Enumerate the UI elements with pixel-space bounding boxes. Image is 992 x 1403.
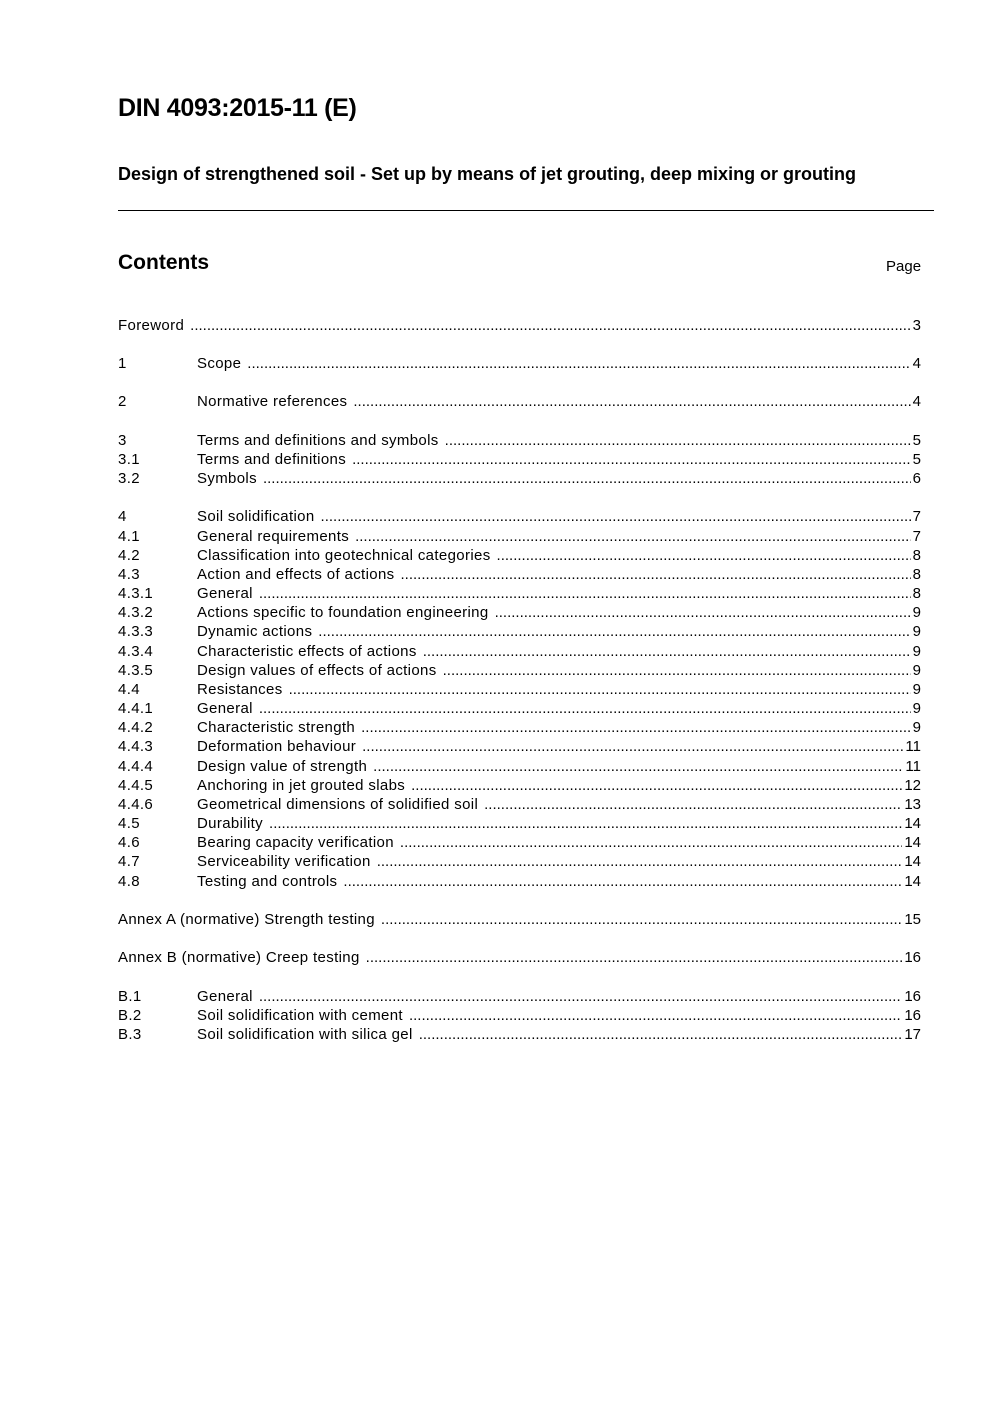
- toc-entry-page: 3: [912, 317, 921, 334]
- toc-entry[interactable]: [118, 565, 921, 584]
- toc-entry[interactable]: [118, 527, 921, 546]
- toc-entry[interactable]: [118, 431, 921, 450]
- toc-entry-title: Design values of effects of actions: [197, 662, 437, 679]
- toc-entry-page: 16: [904, 1007, 921, 1024]
- toc-entry-page: 7: [912, 528, 921, 545]
- dot-leader: [495, 603, 911, 622]
- toc-entry[interactable]: [118, 1006, 921, 1025]
- toc-entry-page: 17: [904, 1026, 921, 1043]
- toc-entry[interactable]: [118, 852, 921, 871]
- toc-entry-page: 9: [912, 662, 921, 679]
- toc-entry-number: 4.7: [118, 853, 140, 870]
- toc-entry-page: 16: [904, 988, 921, 1005]
- toc-entry-title: General: [197, 585, 253, 602]
- toc-entry[interactable]: [118, 622, 921, 641]
- toc-entry-number: 4: [118, 508, 127, 525]
- dot-leader: [377, 852, 903, 871]
- dot-leader: [411, 776, 902, 795]
- toc-entry-number: 4.4.6: [118, 796, 154, 813]
- dot-leader: [366, 948, 903, 967]
- dot-leader: [355, 527, 911, 546]
- dot-leader: [190, 316, 911, 335]
- toc-entry-title: Annex B (normative) Creep testing: [118, 949, 360, 966]
- toc-entry[interactable]: [118, 776, 921, 795]
- toc-entry-title: Design value of strength: [197, 758, 368, 775]
- toc-entry[interactable]: [118, 603, 921, 622]
- toc-entry-title: Serviceability verification: [197, 853, 371, 870]
- toc-entry-title: Anchoring in jet grouted slabs: [197, 777, 406, 794]
- toc-entry[interactable]: [118, 872, 921, 891]
- dot-leader: [343, 872, 902, 891]
- dot-leader: [419, 1025, 903, 1044]
- dot-leader: [443, 661, 911, 680]
- toc-entry-title: Soil solidification with cement: [197, 1007, 403, 1024]
- toc-entry-title: Classification into geotechnical categories: [197, 547, 491, 564]
- dot-leader: [259, 584, 911, 603]
- toc-entry-page: 7: [912, 508, 921, 525]
- toc-entry-page: 14: [904, 834, 921, 851]
- toc-entry-number: 4.1: [118, 528, 140, 545]
- toc-entry-title: General: [197, 700, 253, 717]
- toc-entry-title: Action and effects of actions: [197, 566, 395, 583]
- dot-leader: [361, 718, 911, 737]
- toc-entry-number: B.2: [118, 1007, 142, 1024]
- toc-entry-title: General requirements: [197, 528, 350, 545]
- toc-entry[interactable]: [118, 354, 921, 373]
- toc-entry-page: 11: [905, 738, 921, 755]
- toc-entry-number: 4.3.1: [118, 585, 154, 602]
- toc-entry[interactable]: [118, 833, 921, 852]
- toc-entry-page: 8: [912, 547, 921, 564]
- toc-entry-page: 14: [904, 873, 921, 890]
- toc-entry-title: Characteristic strength: [197, 719, 356, 736]
- toc-entry-number: 3.2: [118, 470, 140, 487]
- toc-entry-title: Terms and definitions and symbols: [197, 432, 439, 449]
- toc-entry-title: Deformation behaviour: [197, 738, 357, 755]
- toc-entry-number: 4.4.5: [118, 777, 154, 794]
- toc-entry-page: 12: [904, 777, 921, 794]
- toc-entry-page: 4: [912, 355, 921, 372]
- toc-entry-page: 4: [912, 393, 921, 410]
- dot-leader: [381, 910, 902, 929]
- toc-entry[interactable]: [118, 699, 921, 718]
- dot-leader: [353, 392, 910, 411]
- toc-entry-number: 3.1: [118, 451, 140, 468]
- contents-heading: Contents: [118, 251, 209, 274]
- toc-entry[interactable]: [118, 910, 921, 929]
- toc-entry-number: 3: [118, 432, 127, 449]
- toc-entry[interactable]: [118, 584, 921, 603]
- toc-entry-number: 4.5: [118, 815, 140, 832]
- toc-entry-number: 4.6: [118, 834, 140, 851]
- dot-leader: [259, 987, 902, 1006]
- toc-entry[interactable]: [118, 661, 921, 680]
- document-id: DIN 4093:2015-11 (E): [118, 94, 357, 122]
- toc-entry[interactable]: [118, 757, 921, 776]
- toc-entry-title: Soil solidification: [197, 508, 315, 525]
- toc-entry[interactable]: [118, 642, 921, 661]
- toc-entry-number: 4.4: [118, 681, 140, 698]
- toc-entry-number: 4.3: [118, 566, 140, 583]
- dot-leader: [497, 546, 911, 565]
- toc-entry-number: 1: [118, 355, 127, 372]
- toc-entry-page: 8: [912, 566, 921, 583]
- toc-entry[interactable]: [118, 450, 921, 469]
- document-title: Design of strengthened soil - Set up by means of jet grouting, deep mixing or grouting: [118, 164, 857, 184]
- toc-entry[interactable]: [118, 680, 921, 699]
- toc-entry[interactable]: [118, 392, 921, 411]
- toc-entry-page: 6: [912, 470, 921, 487]
- dot-leader: [263, 469, 911, 488]
- toc-entry-page: 14: [904, 815, 921, 832]
- toc-entry-page: 13: [904, 796, 921, 813]
- dot-leader: [289, 680, 911, 699]
- dot-leader: [352, 450, 911, 469]
- dot-leader: [362, 737, 903, 756]
- toc-entry-page: 5: [912, 432, 921, 449]
- toc-entry-title: Dynamic actions: [197, 623, 313, 640]
- toc-entry[interactable]: [118, 987, 921, 1006]
- toc-entry-title: Geometrical dimensions of solidified soil: [197, 796, 479, 813]
- toc-entry-title: Durability: [197, 815, 264, 832]
- toc-entry-number: B.1: [118, 988, 142, 1005]
- toc-entry-title: Annex A (normative) Strength testing: [118, 911, 375, 928]
- toc-entry-title: Symbols: [197, 470, 257, 487]
- dot-leader: [321, 507, 911, 526]
- toc-entry-number: 4.4.3: [118, 738, 154, 755]
- toc-entry-title: Bearing capacity verification: [197, 834, 394, 851]
- dot-leader: [259, 699, 911, 718]
- toc-entry-number: 4.2: [118, 547, 140, 564]
- toc-entry-title: Characteristic effects of actions: [197, 643, 417, 660]
- toc-entry[interactable]: [118, 507, 921, 526]
- dot-leader: [423, 642, 911, 661]
- toc-entry[interactable]: [118, 316, 921, 335]
- toc-entry-title: Testing and controls: [197, 873, 338, 890]
- toc-entry-page: 9: [912, 719, 921, 736]
- toc-entry-page: 11: [905, 758, 921, 775]
- toc-entry-number: 4.4.4: [118, 758, 154, 775]
- toc-entry-number: 4.3.5: [118, 662, 154, 679]
- dot-leader: [318, 622, 910, 641]
- toc-entry-page: 9: [912, 681, 921, 698]
- toc-entry-page: 14: [904, 853, 921, 870]
- toc-entry-title: Actions specific to foundation engineering: [197, 604, 489, 621]
- toc-entry-title: General: [197, 988, 253, 1005]
- toc-entry-title: Normative references: [197, 393, 348, 410]
- toc-entry-number: 4.4.2: [118, 719, 154, 736]
- toc-entry[interactable]: [118, 546, 921, 565]
- toc-entry[interactable]: [118, 737, 921, 756]
- toc-entry-page: 9: [912, 623, 921, 640]
- toc-entry[interactable]: [118, 1025, 921, 1044]
- toc-entry-page: 5: [912, 451, 921, 468]
- dot-leader: [247, 354, 910, 373]
- toc-entry-page: 16: [904, 949, 921, 966]
- toc-entry-number: 4.3.3: [118, 623, 154, 640]
- toc-entry-title: Resistances: [197, 681, 283, 698]
- toc-entry[interactable]: [118, 948, 921, 967]
- toc-entry-title: Terms and definitions: [197, 451, 347, 468]
- toc-entry[interactable]: [118, 718, 921, 737]
- toc-entry-page: 15: [904, 911, 921, 928]
- dot-leader: [401, 565, 911, 584]
- dot-leader: [409, 1006, 902, 1025]
- page-column-label: Page: [886, 258, 922, 275]
- toc-entry-number: 4.3.4: [118, 643, 154, 660]
- toc-entry-page: 9: [912, 700, 921, 717]
- toc-entry[interactable]: [118, 795, 921, 814]
- table-of-contents: [118, 0, 921, 1403]
- dot-leader: [269, 814, 902, 833]
- toc-entry-title: Soil solidification with silica gel: [197, 1026, 413, 1043]
- toc-entry-number: 4.8: [118, 873, 140, 890]
- toc-entry-number: 4.3.2: [118, 604, 154, 621]
- toc-entry-title: Foreword: [118, 317, 185, 334]
- toc-entry-page: 9: [912, 643, 921, 660]
- toc-entry[interactable]: [118, 469, 921, 488]
- toc-entry-number: B.3: [118, 1026, 142, 1043]
- dot-leader: [400, 833, 902, 852]
- toc-entry-page: 9: [912, 604, 921, 621]
- dot-leader: [484, 795, 902, 814]
- dot-leader: [373, 757, 903, 776]
- toc-entry-number: 2: [118, 393, 127, 410]
- toc-entry-page: 8: [912, 585, 921, 602]
- dot-leader: [445, 431, 911, 450]
- toc-entry[interactable]: [118, 814, 921, 833]
- toc-entry-number: 4.4.1: [118, 700, 154, 717]
- toc-entry-title: Scope: [197, 355, 242, 372]
